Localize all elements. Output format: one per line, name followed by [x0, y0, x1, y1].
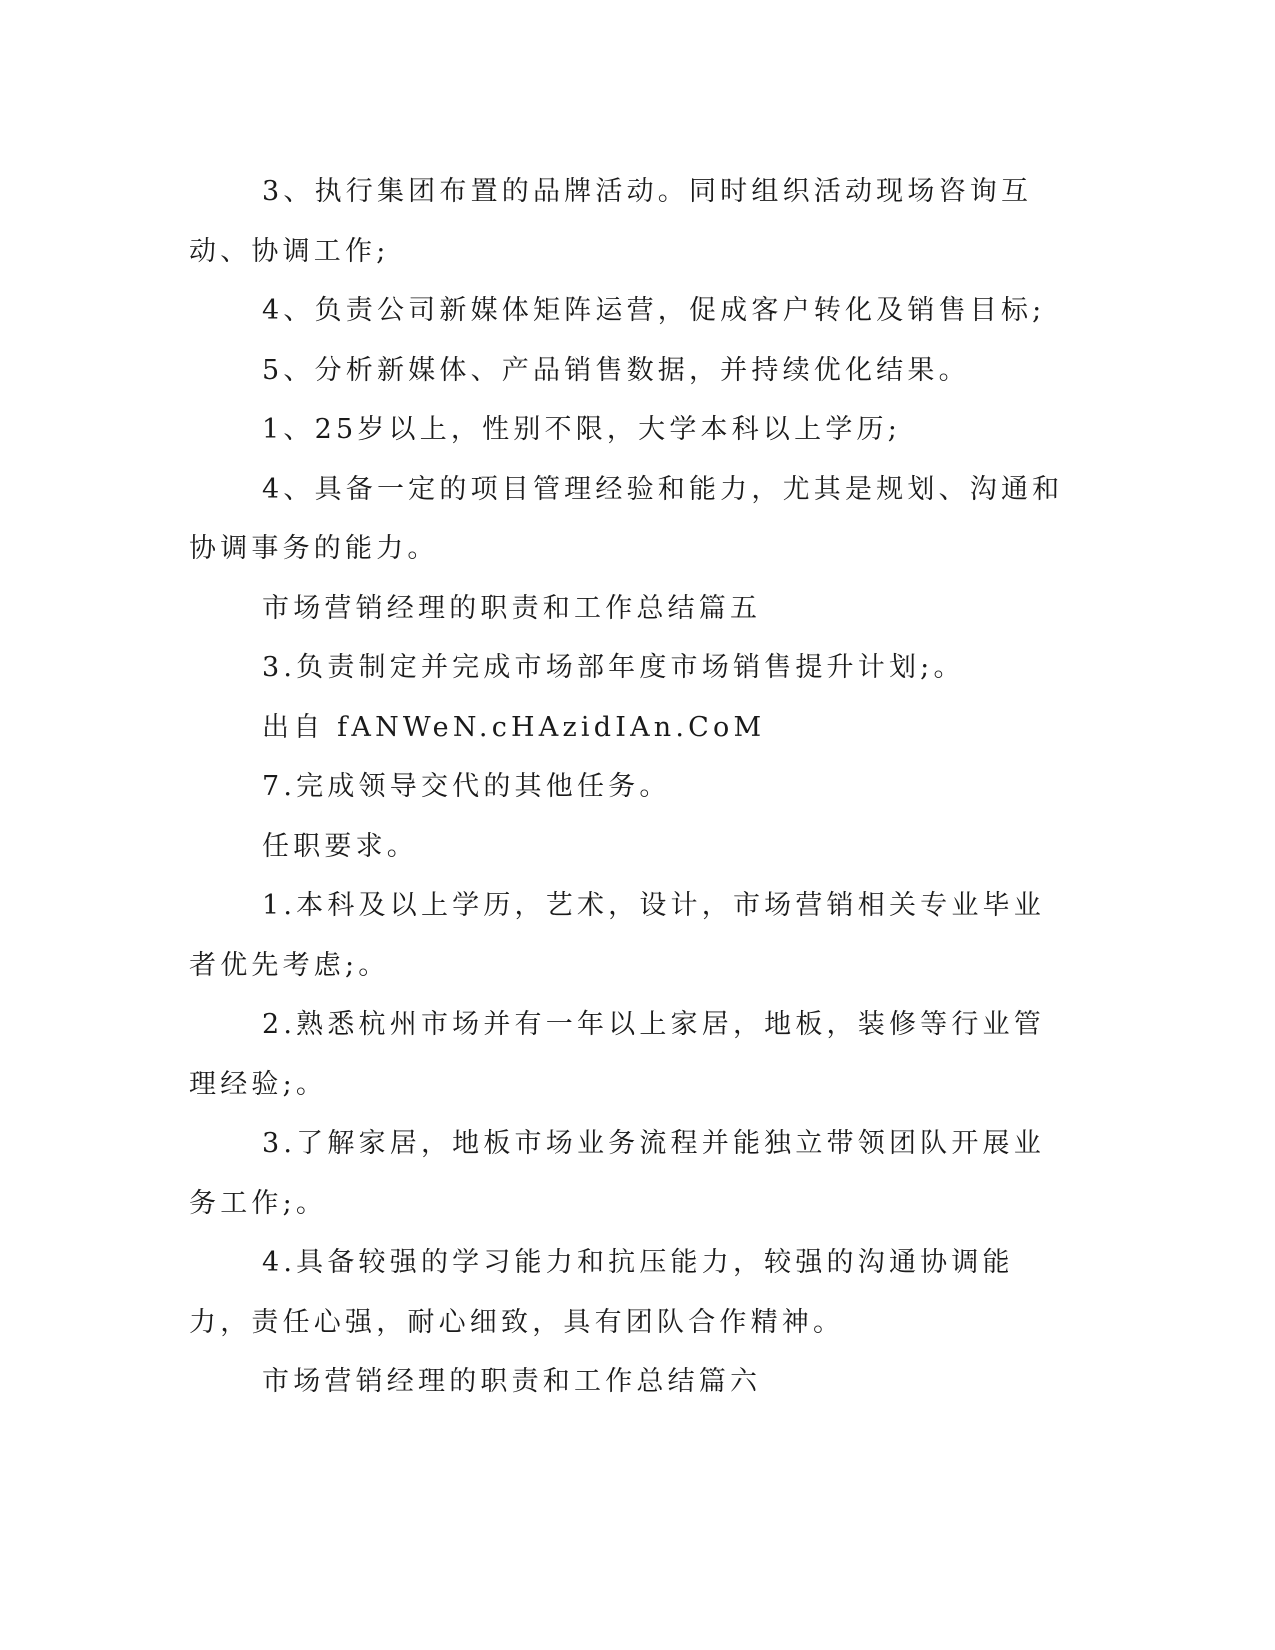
paragraph-source: 出自 fANWeN.cHAzidIAn.CoM [262, 711, 766, 743]
paragraph-requirement-1: 1、25岁以上，性别不限，大学本科以上学历; [262, 414, 902, 445]
section-heading-five: 市场营销经理的职责和工作总结篇五 [262, 592, 762, 624]
paragraph-item-3: 3.负责制定并完成市场部年度市场销售提升计划;。 [262, 652, 965, 683]
paragraph-duty-5: 5、分析新媒体、产品销售数据，并持续优化结果。 [262, 354, 970, 386]
paragraph-duty-3: 3、执行集团布置的品牌活动。同时组织活动现场咨询互动、协调工作; [189, 176, 1033, 267]
paragraph-duty-4: 4、负责公司新媒体矩阵运营，促成客户转化及销售目标; [262, 295, 1046, 326]
paragraph-req-2: 2.熟悉杭州市场并有一年以上家居，地板，装修等行业管理经验;。 [189, 1009, 1045, 1100]
document-body [189, 162, 1069, 1412]
section-heading-six: 市场营销经理的职责和工作总结篇六 [262, 1366, 762, 1397]
paragraph-item-7: 7.完成领导交代的其他任务。 [262, 771, 671, 802]
paragraph-req-1: 1.本科及以上学历，艺术，设计，市场营销相关专业毕业者优先考虑;。 [189, 890, 1045, 981]
paragraph-req-3: 3.了解家居，地板市场业务流程并能独立带领团队开展业务工作;。 [189, 1128, 1045, 1219]
paragraph-requirements-heading: 任职要求。 [262, 830, 418, 862]
paragraph-req-4: 4.具备较强的学习能力和抗压能力，较强的沟通协调能力，责任心强，耐心细致，具有团队合作精神。 [189, 1247, 1014, 1338]
paragraph-requirement-4: 4、具备一定的项目管理经验和能力，尤其是规划、沟通和协调事务的能力。 [189, 473, 1064, 564]
